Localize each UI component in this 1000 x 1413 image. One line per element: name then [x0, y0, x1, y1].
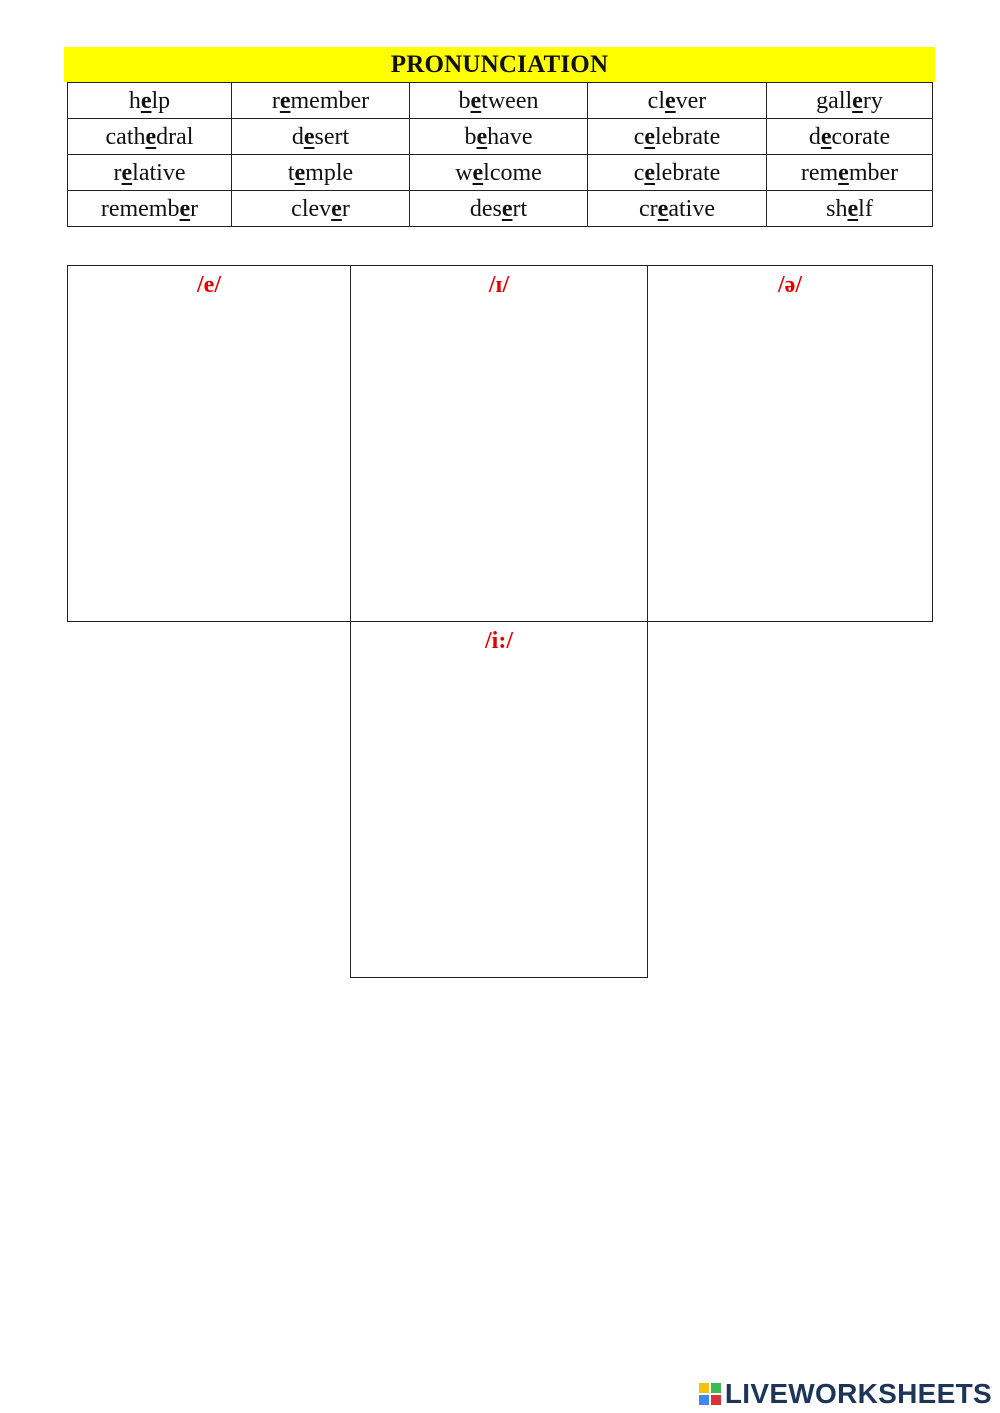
underlined-vowel: e — [657, 195, 669, 222]
underlined-vowel: e — [852, 87, 863, 114]
table-row — [68, 119, 933, 155]
underlined-vowel: e — [140, 87, 152, 114]
table-row — [68, 191, 933, 227]
underlined-vowel: e — [476, 123, 488, 150]
word-suffix: r — [190, 195, 199, 222]
word-suffix: lf — [858, 195, 873, 222]
word-prefix: r — [271, 87, 280, 114]
word-prefix: t — [287, 159, 295, 186]
sound-label-e: /e/ — [197, 272, 221, 298]
word-suffix: lcome — [483, 159, 542, 186]
sound-label-schwa: /ə/ — [778, 272, 802, 298]
word-cell[interactable] — [410, 191, 588, 227]
word-prefix: r — [113, 159, 122, 186]
word-cell[interactable] — [68, 119, 232, 155]
underlined-vowel: e — [179, 195, 191, 222]
word-suffix: lebrate — [655, 123, 721, 150]
word-cell[interactable] — [767, 83, 933, 119]
word-cell[interactable] — [767, 119, 933, 155]
word-prefix: b — [464, 123, 477, 150]
word-suffix: ative — [668, 195, 715, 222]
word-cell[interactable] — [68, 191, 232, 227]
word-prefix: c — [633, 123, 645, 150]
word-prefix: rememb — [100, 195, 180, 222]
word-cell[interactable] — [588, 83, 767, 119]
word-cell[interactable] — [232, 119, 410, 155]
word-table — [67, 82, 933, 227]
word-cell[interactable] — [767, 155, 933, 191]
word-prefix: c — [633, 159, 645, 186]
sound-label-short-i: /ɪ/ — [488, 272, 510, 298]
word-cell[interactable] — [410, 155, 588, 191]
sound-box-schwa[interactable] — [647, 265, 933, 622]
word-prefix: sh — [826, 195, 848, 222]
logo-mark-icon — [699, 1383, 721, 1405]
table-row — [68, 83, 933, 119]
word-cell[interactable] — [767, 191, 933, 227]
sound-box-e[interactable] — [67, 265, 351, 622]
word-prefix: b — [458, 87, 471, 114]
underlined-vowel: e — [501, 195, 513, 222]
underlined-vowel: e — [279, 87, 291, 114]
logo-text: LIVEWORKSHEETS — [724, 1378, 992, 1409]
underlined-vowel: e — [331, 195, 342, 222]
underlined-vowel: e — [644, 159, 655, 186]
word-suffix: lebrate — [655, 159, 721, 186]
word-prefix: clev — [291, 195, 332, 222]
underlined-vowel: e — [838, 159, 849, 186]
sound-box-short-i[interactable] — [350, 265, 648, 622]
word-suffix: corate — [831, 123, 891, 150]
liveworksheets-logo — [699, 1378, 992, 1410]
word-prefix: h — [128, 87, 141, 114]
word-prefix: gall — [816, 87, 853, 114]
word-cell[interactable] — [68, 155, 232, 191]
underlined-vowel: e — [121, 159, 133, 186]
word-suffix: dral — [156, 123, 194, 150]
word-prefix: cl — [647, 87, 665, 114]
underlined-vowel: e — [847, 195, 859, 222]
word-cell[interactable] — [232, 83, 410, 119]
underlined-vowel: e — [472, 159, 484, 186]
word-cell[interactable] — [410, 83, 588, 119]
word-suffix: have — [487, 123, 533, 150]
word-prefix: rem — [800, 159, 839, 186]
word-cell[interactable] — [588, 155, 767, 191]
underlined-vowel: e — [644, 123, 655, 150]
word-suffix: rt — [512, 195, 528, 222]
word-suffix: lative — [132, 159, 186, 186]
underlined-vowel: e — [303, 123, 315, 150]
word-prefix: cath — [105, 123, 146, 150]
word-suffix: lp — [151, 87, 171, 114]
word-suffix: mber — [848, 159, 899, 186]
word-suffix: member — [290, 87, 370, 114]
word-prefix: des — [469, 195, 502, 222]
underlined-vowel: e — [665, 87, 676, 114]
word-suffix: sert — [314, 123, 350, 150]
sound-box-long-i[interactable] — [350, 621, 648, 978]
word-suffix: ry — [862, 87, 883, 114]
underlined-vowel: e — [470, 87, 482, 114]
word-cell[interactable] — [232, 155, 410, 191]
word-cell[interactable] — [410, 119, 588, 155]
underlined-vowel: e — [145, 123, 157, 150]
word-suffix: tween — [481, 87, 539, 114]
word-prefix: d — [808, 123, 821, 150]
word-prefix: cr — [639, 195, 658, 222]
page-title: PRONUNCIATION — [64, 47, 935, 82]
word-cell[interactable] — [232, 191, 410, 227]
word-cell[interactable] — [588, 119, 767, 155]
word-cell[interactable] — [588, 191, 767, 227]
word-prefix: w — [455, 159, 473, 186]
underlined-vowel: e — [820, 123, 832, 150]
table-row — [68, 155, 933, 191]
underlined-vowel: e — [294, 159, 306, 186]
word-prefix: d — [291, 123, 304, 150]
word-suffix: ver — [675, 87, 707, 114]
word-cell[interactable] — [68, 83, 232, 119]
word-suffix: r — [341, 195, 350, 222]
word-suffix: mple — [305, 159, 354, 186]
sound-label-long-i: /i:/ — [485, 628, 513, 654]
